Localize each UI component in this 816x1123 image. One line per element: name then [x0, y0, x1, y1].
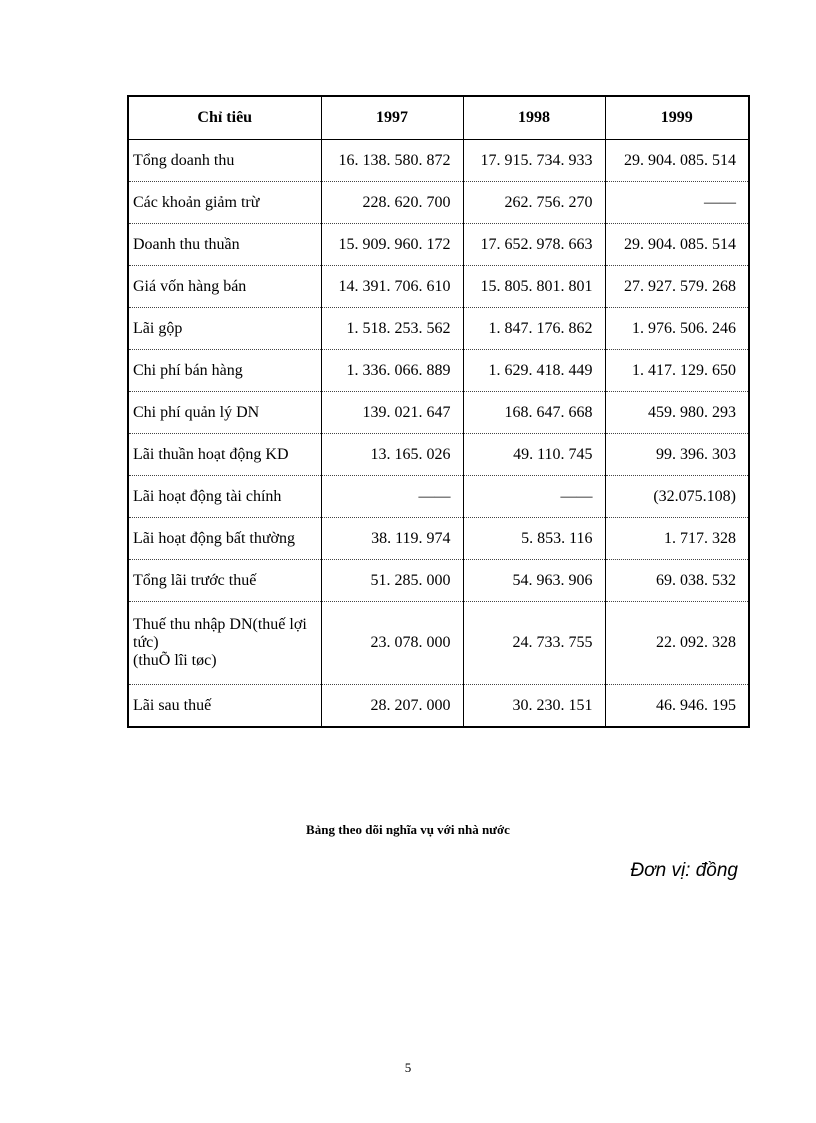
page-number: 5: [404, 1060, 412, 1075]
table-row: [128, 476, 749, 518]
cell-1999: 22. 092. 328: [605, 602, 749, 685]
cell-1997: ——: [321, 476, 463, 518]
row-label: Doanh thu thuần: [128, 224, 321, 266]
header-1998: 1998: [463, 96, 605, 140]
row-label: Lãi gộp: [128, 308, 321, 350]
cell-1998: 1. 847. 176. 862: [463, 308, 605, 350]
header-1999: 1999: [605, 96, 749, 140]
cell-1997: 13. 165. 026: [321, 434, 463, 476]
cell-1999: (32.075.108): [605, 476, 749, 518]
cell-1999: 69. 038. 532: [605, 560, 749, 602]
cell-1999: 99. 396. 303: [605, 434, 749, 476]
table-row: [128, 434, 749, 476]
row-label: Lãi hoạt động tài chính: [128, 476, 321, 518]
cell-1999: 1. 417. 129. 650: [605, 350, 749, 392]
row-label-garbled: (thuÕ lîi tøc): [133, 652, 217, 669]
header-1997: 1997: [321, 96, 463, 140]
unit-label: Đơn vị: đồng: [630, 860, 738, 881]
cell-1998: 17. 652. 978. 663: [463, 224, 605, 266]
cell-1997: 28. 207. 000: [321, 685, 463, 728]
cell-1998: 49. 110. 745: [463, 434, 605, 476]
cell-1998: 30. 230. 151: [463, 685, 605, 728]
cell-1998: 54. 963. 906: [463, 560, 605, 602]
table-row: [128, 392, 749, 434]
cell-1997: 38. 119. 974: [321, 518, 463, 560]
cell-1997: 1. 518. 253. 562: [321, 308, 463, 350]
cell-1999: 27. 927. 579. 268: [605, 266, 749, 308]
row-label: Lãi hoạt động bất thường: [128, 518, 321, 560]
cell-1998: 1. 629. 418. 449: [463, 350, 605, 392]
cell-1998: 262. 756. 270: [463, 182, 605, 224]
row-label: Chi phí quản lý DN: [128, 392, 321, 434]
cell-1998: 15. 805. 801. 801: [463, 266, 605, 308]
cell-1999: 46. 946. 195: [605, 685, 749, 728]
row-label: Chi phí bán hàng: [128, 350, 321, 392]
table-row: [128, 685, 749, 728]
cell-1998: 17. 915. 734. 933: [463, 140, 605, 182]
table-row: [128, 266, 749, 308]
financial-table: [127, 95, 750, 728]
cell-1999: 1. 717. 328: [605, 518, 749, 560]
row-label: Lãi thuần hoạt động KD: [128, 434, 321, 476]
table-row: [128, 224, 749, 266]
table-row: [128, 602, 749, 685]
cell-1998: 24. 733. 755: [463, 602, 605, 685]
row-label: Lãi sau thuế: [128, 685, 321, 728]
row-label: Giá vốn hàng bán: [128, 266, 321, 308]
row-label: Các khoản giảm trừ: [128, 182, 321, 224]
table-row: [128, 560, 749, 602]
cell-1997: 14. 391. 706. 610: [321, 266, 463, 308]
cell-1997: 228. 620. 700: [321, 182, 463, 224]
row-label: Tổng doanh thu: [128, 140, 321, 182]
cell-1997: 139. 021. 647: [321, 392, 463, 434]
row-label: [128, 602, 321, 685]
cell-1998: ——: [463, 476, 605, 518]
cell-1998: 168. 647. 668: [463, 392, 605, 434]
row-label: Tổng lãi trước thuế: [128, 560, 321, 602]
cell-1999: ——: [605, 182, 749, 224]
cell-1999: 29. 904. 085. 514: [605, 140, 749, 182]
table-caption: Bảng theo dõi nghĩa vụ với nhà nước: [306, 822, 510, 837]
cell-1998: 5. 853. 116: [463, 518, 605, 560]
table-header-row: [128, 96, 749, 140]
table-row: [128, 182, 749, 224]
row-label-main: Thuế thu nhập DN(thuế lợi tức): [133, 616, 307, 651]
cell-1999: 1. 976. 506. 246: [605, 308, 749, 350]
cell-1997: 23. 078. 000: [321, 602, 463, 685]
table-row: [128, 518, 749, 560]
cell-1997: 16. 138. 580. 872: [321, 140, 463, 182]
table-row: [128, 350, 749, 392]
table-row: [128, 308, 749, 350]
cell-1999: 459. 980. 293: [605, 392, 749, 434]
cell-1997: 51. 285. 000: [321, 560, 463, 602]
header-indicator: Chỉ tiêu: [128, 96, 321, 140]
cell-1997: 1. 336. 066. 889: [321, 350, 463, 392]
table-row: [128, 140, 749, 182]
cell-1997: 15. 909. 960. 172: [321, 224, 463, 266]
cell-1999: 29. 904. 085. 514: [605, 224, 749, 266]
